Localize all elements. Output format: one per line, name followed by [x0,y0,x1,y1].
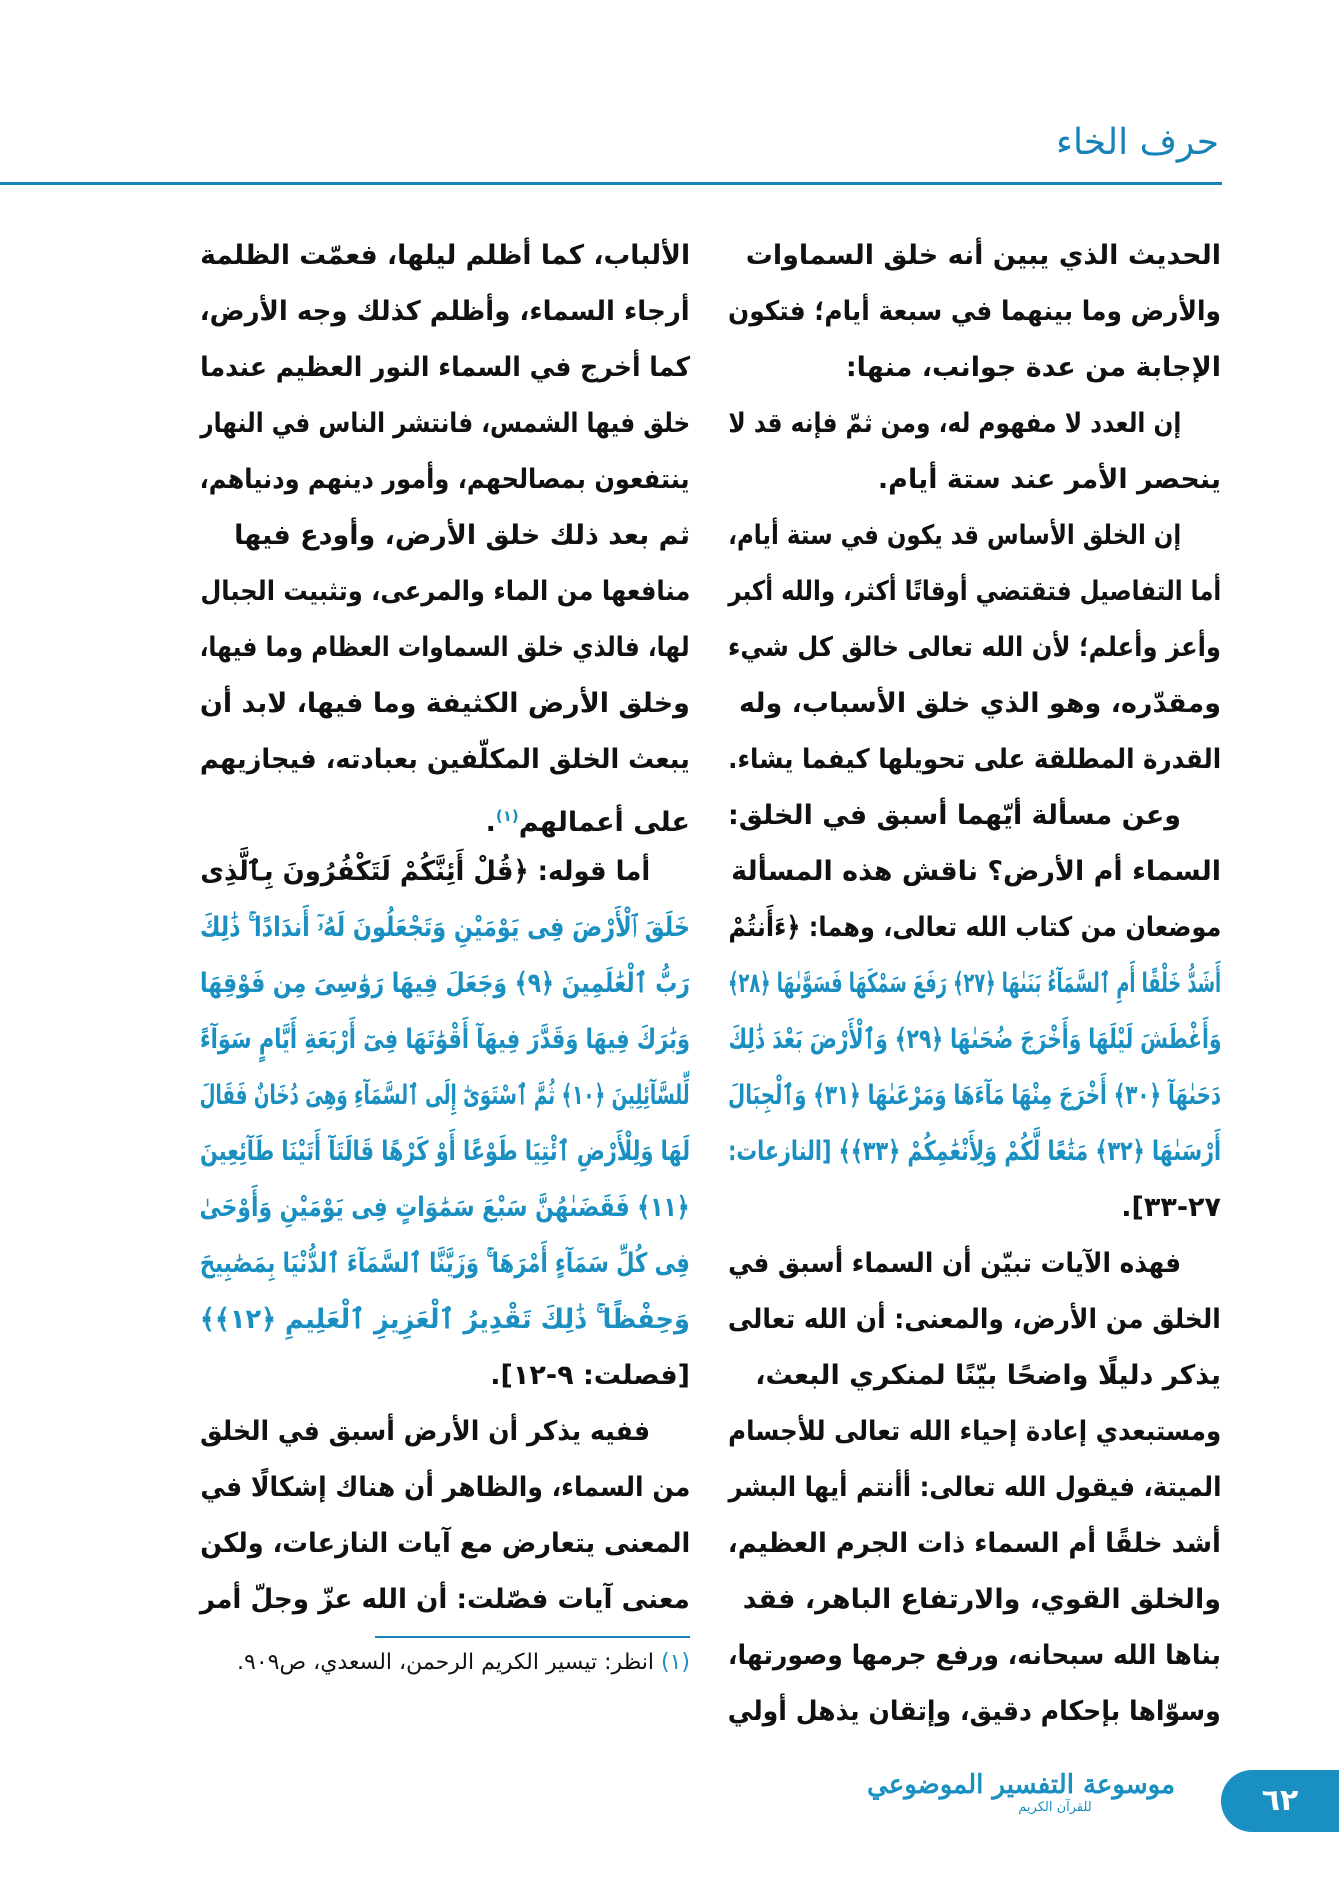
line-content [728,956,1221,1012]
text-line [726,1236,1221,1292]
text-line [726,1628,1221,1684]
line-content [728,284,1221,340]
line-tail: . [485,807,496,838]
line-content [200,1516,690,1572]
text-line [726,1684,1221,1740]
line-text: ففيه يذكر أن الأرض أسبق في الخلق [200,1416,650,1447]
line-content [234,508,690,564]
line-text: وَأَغْطَشَ لَيْلَهَا وَأَخْرَجَ ضُحَىٰهَا ﴿٢٩﴾ وَٱلْأَرْضَ بَعْدَ ذَٰلِكَ [728,1024,1221,1055]
line-content [728,1124,1221,1180]
line-content [486,788,690,851]
line-text: بناها الله سبحانه، ورفع جرمها وصورتها، [728,1640,1221,1671]
line-content [200,1236,690,1292]
text-line [726,396,1221,452]
line-content [200,1572,690,1628]
line-text: من السماء، والظاهر أن هناك إشكالًا في [200,1472,690,1503]
quran-verse-line [198,1180,690,1236]
text-line [198,1516,690,1572]
line-content [728,1068,1221,1124]
text-line [726,1404,1221,1460]
line-text: الخلق من الأرض، والمعنى: أن الله تعالى [728,1304,1221,1335]
line-text: فِى كُلِّ سَمَآءٍ أَمْرَهَا ۚ وَزَيَّنَّا ٱلسَّمَآءَ ٱلدُّنْيَا بِمَصَٰبِيحَ [200,1248,690,1279]
line-content [200,564,690,620]
text-line [726,1516,1221,1572]
line-content [200,396,690,452]
line-content [200,900,690,956]
footnote-number: (١) [660,1650,690,1675]
line-content [200,732,690,788]
quran-verse-line [726,1124,1221,1180]
text-line [198,340,690,396]
line-text: ينحصر الأمر عند ستة أيام. [877,464,1221,495]
text-line [198,676,690,732]
line-content [746,228,1221,284]
footnote-divider [375,1636,690,1638]
line-text: ومقدّره، وهو الذي خلق الأسباب، وله [738,688,1221,719]
right-column [726,228,1221,1740]
line-text: أَشَدُّ خَلْقًا أَمِ ٱلسَّمَآءُ بَنَىٰهَا ﴿٢٧﴾ رَفَعَ سَمْكَهَا فَسَوَّىٰهَا ﴿٢٨﴾ [728,968,1221,999]
text-line [198,620,690,676]
text-line [198,564,690,620]
line-content [755,1348,1221,1404]
text-line [726,844,1221,900]
line-content [200,1460,690,1516]
text-line [198,844,690,900]
text-line [198,788,690,844]
text-line [198,508,690,564]
line-content [728,1012,1221,1068]
line-content [200,1012,690,1068]
line-content [200,620,690,676]
text-line [198,732,690,788]
line-content [728,900,1221,956]
line-text: رَبُّ ٱلْعَٰلَمِينَ ﴿٩﴾ وَجَعَلَ فِيهَا رَوَٰسِىَ مِن فَوْقِهَا [200,968,690,999]
footnote-reference[interactable]: (١) [495,807,519,825]
quran-verse-line [726,1012,1221,1068]
line-text: خَلَقَ ٱلْأَرْضَ فِى يَوْمَيْنِ وَتَجْعَلُونَ لَهُۥٓ أَندَادًا ۚ ذَٰلِكَ [199,912,690,943]
line-content [728,1292,1221,1348]
text-line [726,1572,1221,1628]
line-text: لِّلسَّآئِلِينَ ﴿١٠﴾ ثُمَّ ٱسْتَوَىٰٓ إِلَى ٱلسَّمَآءِ وَهِىَ دُخَانٌ فَقَالَ [199,1080,690,1111]
text-line [726,788,1221,844]
line-text: ثم بعد ذلك خلق الأرض، وأودع فيها [234,520,690,551]
text-line [726,1348,1221,1404]
text-line [198,1404,690,1460]
text-line [726,620,1221,676]
quran-verse-line [198,1124,690,1180]
line-text: أما التفاصيل فتقتضي أوقاتًا أكثر، والله أكبر [728,576,1221,607]
line-text: لها، فالذي خلق السماوات العظام وما فيها، [200,632,690,663]
footnote [198,1644,690,1682]
line-text: يذكر دليلًا واضحًا بيّنًا لمنكري البعث، [755,1360,1221,1391]
line-text: ﴿١١﴾ فَقَضَىٰهُنَّ سَبْعَ سَمَٰوَاتٍ فِى يَوْمَيْنِ وَأَوْحَىٰ [199,1192,690,1223]
text-line [726,732,1221,788]
quran-verse-line [198,900,690,956]
line-text: معنى آيات فصّلت: أن الله عزّ وجلّ أمر [200,1584,690,1615]
line-text: لَهَا وَلِلْأَرْضِ ٱئْتِيَا طَوْعًا أَوْ كَرْهًا قَالَتَآ أَتَيْنَا طَآئِعِينَ [200,1136,690,1167]
line-text: أرجاء السماء، وأظلم كذلك وجه الأرض، [200,296,690,327]
quran-verse-line [198,1292,690,1348]
line-content [200,1124,690,1180]
text-line [198,284,690,340]
line-content [728,732,1221,788]
page-number: ٦٢ [1221,1770,1339,1832]
text-line [726,676,1221,732]
line-text: يبعث الخلق المكلّفين بعبادته، فيجازيهم [200,744,690,775]
text-line [726,1460,1221,1516]
logo-subtitle: للقرآن الكريم [1018,1800,1092,1815]
line-text: [فصلت: ٩-١٢]. [490,1360,690,1391]
line-content [728,1236,1181,1292]
line-text: أما قوله: ﴿قُلْ أَئِنَّكُمْ لَتَكْفُرُونَ بِٱلَّذِى [200,856,650,887]
line-content [200,228,690,284]
line-text: أشد خلقًا أم السماء ذات الجرم العظيم، [728,1528,1221,1559]
text-line [198,1460,690,1516]
text-line [198,396,690,452]
text-line [726,1180,1221,1236]
line-content [1121,1180,1221,1236]
footnote-text: انظر: تيسير الكريم الرحمن، السعدي، ص٩٠٩. [237,1650,654,1675]
quran-verse-line [198,1068,690,1124]
line-content [743,1572,1221,1628]
line-content [728,1460,1221,1516]
line-content [200,956,690,1012]
line-text: والأرض وما بينهما في سبعة أيام؛ فتكون [728,296,1221,327]
line-content [200,284,690,340]
line-text: خلق فيها الشمس، فانتشر الناس في النهار [200,408,690,439]
text-line [726,564,1221,620]
line-content [739,676,1221,732]
line-content [728,620,1221,676]
line-content [490,1348,690,1404]
line-text: منافعها من الماء والمرعى، وتثبيت الجبال [200,576,690,607]
line-text: الحديث الذي يبين أنه خلق السماوات [745,240,1221,271]
line-content [200,1404,650,1460]
line-text: دَحَىٰهَآ ﴿٣٠﴾ أَخْرَجَ مِنْهَا مَآءَهَا وَمَرْعَىٰهَا ﴿٣١﴾ وَٱلْجِبَالَ [728,1080,1221,1111]
series-logo [867,1770,1175,1840]
line-text: وَبَٰرَكَ فِيهَا وَقَدَّرَ فِيهَآ أَقْوَٰتَهَا فِىٓ أَرْبَعَةِ أَيَّامٍ سَوَآءً [200,1024,690,1055]
quran-verse-line [198,1236,690,1292]
line-text: أَرْسَىٰهَا ﴿٣٢﴾ مَتَٰعًا لَّكُمْ وَلِأَنْعَٰمِكُمْ ﴿٣٣﴾﴾ [النازعات: [728,1136,1221,1167]
line-content [728,396,1181,452]
line-content [200,340,690,396]
line-text: وسوّاها بإحكام دقيق، وإتقان يذهل أولي [728,1696,1221,1727]
line-text: فهذه الآيات تبيّن أن السماء أسبق في [728,1248,1181,1279]
line-content [200,452,690,508]
text-line [198,452,690,508]
line-text: كما أخرج في السماء النور العظيم عندما [200,352,690,383]
line-text: الميتة، فيقول الله تعالى: أأنتم أيها البشر [728,1472,1221,1503]
line-text: المعنى يتعارض مع آيات النازعات، ولكن [200,1528,690,1559]
left-column [198,228,690,1628]
line-content [728,564,1221,620]
text-line [726,340,1221,396]
line-text: الإجابة من عدة جوانب، منها: [845,352,1221,383]
text-line [726,284,1221,340]
line-text: القدرة المطلقة على تحويلها كيفما يشاء. [728,744,1221,775]
text-line [726,452,1221,508]
text-line [726,900,1221,956]
chapter-title: حرف الخاء [1056,122,1219,163]
line-text: إن العدد لا مفهوم له، ومن ثمّ فإنه قد لا [728,408,1181,439]
line-content [728,1404,1221,1460]
header-divider [0,182,1222,185]
line-content [878,452,1221,508]
line-text: والخلق القوي، والارتفاع الباهر، فقد [742,1584,1221,1615]
line-text: ينتفعون بمصالحهم، وأمور دينهم ودنياهم، [200,464,690,495]
quran-verse-line [726,1068,1221,1124]
line-content [200,676,690,732]
text-line [726,228,1221,284]
text-line [198,1572,690,1628]
line-content [200,844,650,900]
text-line [198,1348,690,1404]
text-line [726,508,1221,564]
quran-verse-line [726,956,1221,1012]
line-text: السماء أم الأرض؟ ناقش هذه المسألة [731,856,1221,887]
line-content [728,1684,1221,1740]
line-text: الألباب، كما أظلم ليلها، فعمّت الظلمة [200,240,690,271]
line-content [200,1180,690,1236]
line-text: ٢٧-٣٣]. [1121,1192,1221,1223]
line-text: ومستبعدي إعادة إحياء الله تعالى للأجسام [728,1416,1221,1447]
line-content [728,1516,1221,1572]
logo-title: موسوعة التفسير الموضوعي [867,1770,1175,1800]
line-text: وَحِفْظًا ۚ ذَٰلِكَ تَقْدِيرُ ٱلْعَزِيزِ ٱلْعَلِيمِ ﴿١٢﴾﴾ [200,1304,690,1335]
line-content [846,340,1221,396]
line-content [728,1628,1221,1684]
line-text: وخلق الأرض الكثيفة وما فيها، لابد أن [200,688,690,719]
line-content [200,1068,690,1124]
line-text: موضعان من كتاب الله تعالى، وهما: ﴿ءَأَنتُمْ [728,912,1221,943]
line-text: وأعز وأعلم؛ لأن الله تعالى خالق كل شيء [728,632,1221,663]
text-line [198,228,690,284]
quran-verse-line [198,956,690,1012]
quran-verse-line [198,1012,690,1068]
line-content [728,788,1181,844]
line-content [731,844,1221,900]
line-content [728,508,1181,564]
line-text: على أعمالهم [518,807,690,838]
line-text: وعن مسألة أيّهما أسبق في الخلق: [728,800,1181,831]
text-line [726,1292,1221,1348]
line-content [200,1292,690,1348]
line-text: إن الخلق الأساس قد يكون في ستة أيام، [728,520,1181,551]
